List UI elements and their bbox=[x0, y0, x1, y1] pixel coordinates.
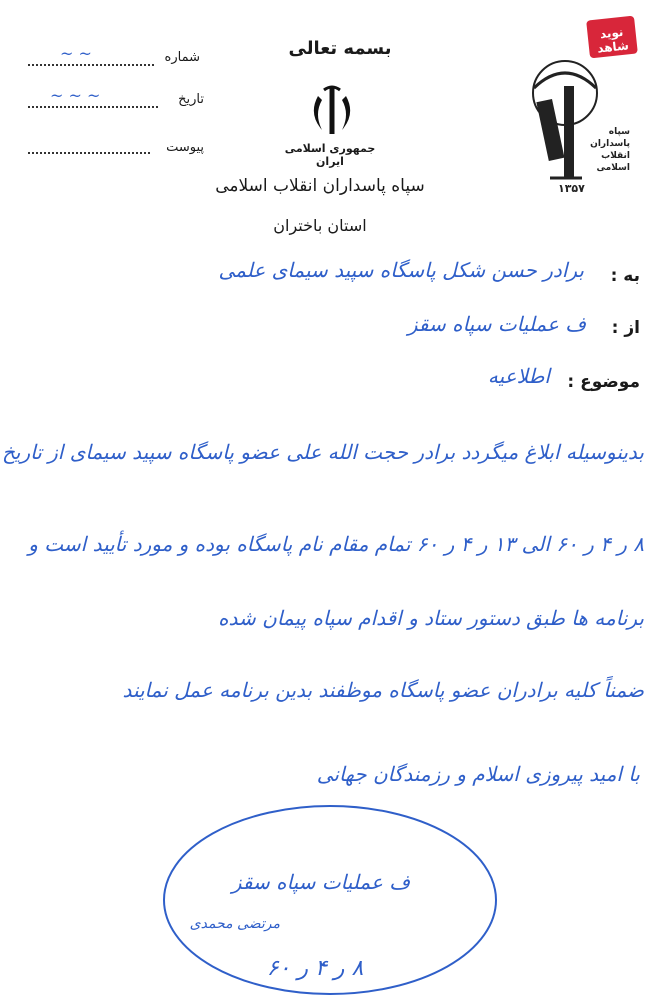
body-line-2: ۸ ر ۴ ر ۶۰ الی ۱۳ ر ۴ ر ۶۰ تمام مقام نام پاسگاه بوده و مورد تأیید است و bbox=[28, 532, 644, 556]
body-line-1: بدینوسیله ابلاغ میگردد برادر حجت الله علی عضو پاسگاه سپید سیمای از تاریخ bbox=[2, 440, 644, 464]
body-line-4: ضمناً کلیه برادران عضو پاسگاه موظفند بدین برنامه عمل نمایند bbox=[122, 678, 644, 702]
signature-unit: ف عملیات سپاه سقز bbox=[231, 870, 410, 894]
body-line-3: برنامه ها طبق دستور ستاد و اقدام سپاه پیمان شده bbox=[218, 606, 644, 630]
to-label: به : bbox=[610, 266, 640, 286]
number-label: شماره bbox=[164, 50, 200, 65]
irgc-emblem-icon bbox=[520, 38, 630, 198]
number-line bbox=[28, 64, 154, 66]
number-value: ~ ~ bbox=[60, 44, 92, 63]
logo-year: ۱۳۵۷ bbox=[558, 182, 585, 195]
subject-label: موضوع : bbox=[567, 372, 640, 392]
irgc-logo bbox=[520, 38, 630, 198]
iran-emblem bbox=[300, 82, 364, 142]
signature-date: ۸ ر ۴ ر ۶۰ bbox=[266, 956, 364, 981]
attachment-line bbox=[28, 152, 150, 154]
logo-text: سپاه پاسداران انقلاب اسلامی bbox=[590, 127, 630, 173]
body-line-5: با امید پیروزی اسلام و رزمندگان جهانی bbox=[316, 762, 640, 786]
subject-value: اطلاعیه bbox=[487, 364, 550, 388]
from-label: از : bbox=[611, 318, 640, 338]
date-label: تاریخ bbox=[178, 92, 204, 107]
emblem-caption: جمهوری اسلامی ایران bbox=[284, 142, 376, 168]
date-value: ~ ~ ~ bbox=[50, 86, 101, 105]
signature-name: مرتضی محمدی bbox=[189, 916, 280, 932]
basmala: بسمه تعالی bbox=[288, 38, 392, 59]
from-value: ف عملیات سپاه سقز bbox=[407, 312, 586, 336]
iran-emblem-icon bbox=[300, 82, 364, 142]
province: استان باختران bbox=[273, 216, 367, 235]
watermark-stamp-text: نوید شاهد bbox=[596, 24, 630, 56]
attachment-label: پیوست bbox=[166, 140, 204, 155]
to-value: برادر حسن شکل پاسگاه سپید سیمای علمی bbox=[218, 258, 584, 282]
org-name: سپاه پاسداران انقلاب اسلامی bbox=[215, 176, 425, 196]
date-line bbox=[28, 106, 158, 108]
